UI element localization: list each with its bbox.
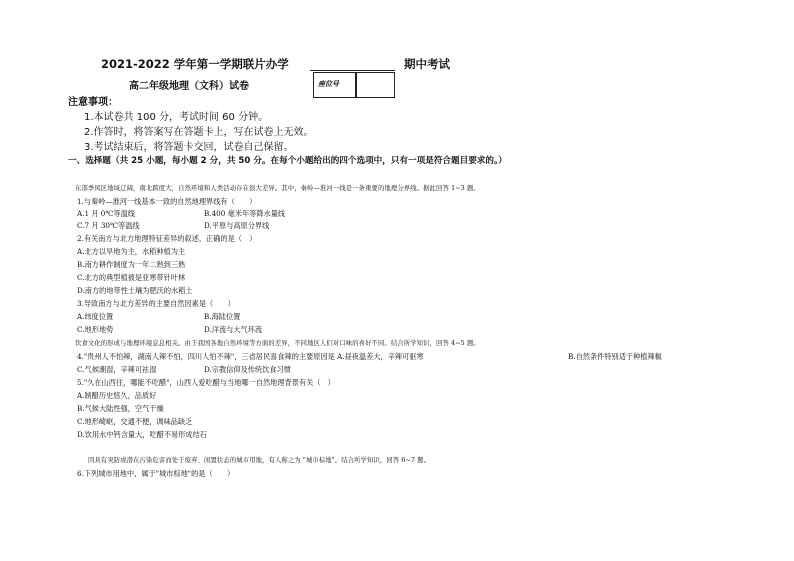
question-4-option-b: B.自然条件特别适于种植辣椒 <box>568 352 662 361</box>
question-3-option-a: A.纬度位置 <box>77 312 114 321</box>
question-5-option-c: C.地形崎岖，交通不便，调味品缺乏 <box>77 417 193 426</box>
notice-item-2: 2.作答时，将答案写在答题卡上，写在试卷上无效。 <box>84 127 314 138</box>
notice-item-1: 1.本试卷共 100 分，考试时间 60 分钟。 <box>84 112 269 123</box>
question-5-option-b: B.气候大陆性强，空气干燥 <box>77 404 164 413</box>
notice-item-3: 3.考试结束后，将答题卡交回，试卷自己保留。 <box>84 142 294 153</box>
exam-title-right: 期中考试 <box>404 57 450 71</box>
question-2-option-c: C.北方的典型植被是亚寒带针叶林 <box>77 273 186 282</box>
question-5-stem: 5."久在山西住，哪能不吃醋"，山西人爱吃醋与当地哪一自然地理背景有关（ ） <box>77 378 335 387</box>
question-5-option-a: A.制醋历史悠久，品质好 <box>77 391 157 400</box>
question-2-stem: 2.有关南方与北方地理特征差异的叙述，正确的是（ ） <box>77 234 257 243</box>
question-1-option-b: B.400 毫米年等降水量线 <box>204 209 286 218</box>
exam-title-left: 2021-2022 学年第一学期联片办学 <box>101 57 289 71</box>
exam-subtitle: 高二年级地理（文科）试卷 <box>129 81 249 92</box>
notice-heading: 注意事项： <box>68 97 118 108</box>
passage-2: 饮食文化的形成与地理环境息息相关。由于我国各地自然环境等方面的差异，不同地区人们对口味的喜好不同。结合所学知识，回答 4~5 题。 <box>75 340 480 347</box>
question-2-option-b: B.南方耕作制度为一年二熟到三熟 <box>77 260 186 269</box>
question-2-option-d: D.南方的地带性土壤为肥沃的水稻土 <box>77 286 193 295</box>
question-6-stem: 6.下列城市用地中，属于"城市棕地"的是（ ） <box>77 469 235 478</box>
question-1-option-d: D.平原与高原分界线 <box>204 221 270 230</box>
question-3-option-d: D.洋流与大气环流 <box>204 325 263 334</box>
passage-3: 因具有突防或潜在污染危害而处于废弃、闲置状态的城市用地，有人称之为 "城市棕地"。结合所学知识，回答 6~7 题。 <box>88 457 431 464</box>
question-1-option-c: C.7 月 30℃等温线 <box>77 221 140 230</box>
question-3-option-c: C.地形地势 <box>77 325 114 334</box>
question-1-option-a: A.1 月 0℃等温线 <box>77 209 135 218</box>
question-3-option-b: B.海陆位置 <box>204 312 241 321</box>
question-4-stem: 4."贵州人不怕辣，湖南人辣不怕，四川人怕不辣"，三省居民喜食辣的主要原因是 A.昼夜温差大，辛辣可驱寒 <box>77 352 424 361</box>
seat-number-label: 座位号 <box>318 79 339 88</box>
title-blank-underline <box>310 70 395 71</box>
question-3-stem: 3.导致南方与北方差异的主要自然因素是（ ） <box>77 299 235 308</box>
question-4-option-d: D.宗教信仰及传统饮食习惯 <box>204 365 291 374</box>
passage-1: 东部季风区地域辽阔，南北跨度大，自然环境和人类活动存在很大差异。其中，秦岭—淮河一线是一条重要的地理分界线。据此回答 1~3 题。 <box>75 185 480 192</box>
question-4-option-c: C.气候潮湿，辛辣可祛湿 <box>77 365 157 374</box>
question-5-option-d: D.饮用水中钙含量大，吃醋不易形成结石 <box>77 430 207 439</box>
seat-number-label-box <box>313 72 357 98</box>
section-heading: 一、选择题（共 25 小题，每小题 2 分，共 50 分。在每个小题给出的四个选项中，只有一项是符合题目要求的。） <box>68 156 507 166</box>
seat-number-field[interactable] <box>355 72 395 98</box>
question-2-option-a: A.北方以旱地为主，水稻种植为主 <box>77 247 186 256</box>
question-1-stem: 1.与秦岭—淮河一线基本一致的自然地理界线有（ ） <box>77 197 257 206</box>
